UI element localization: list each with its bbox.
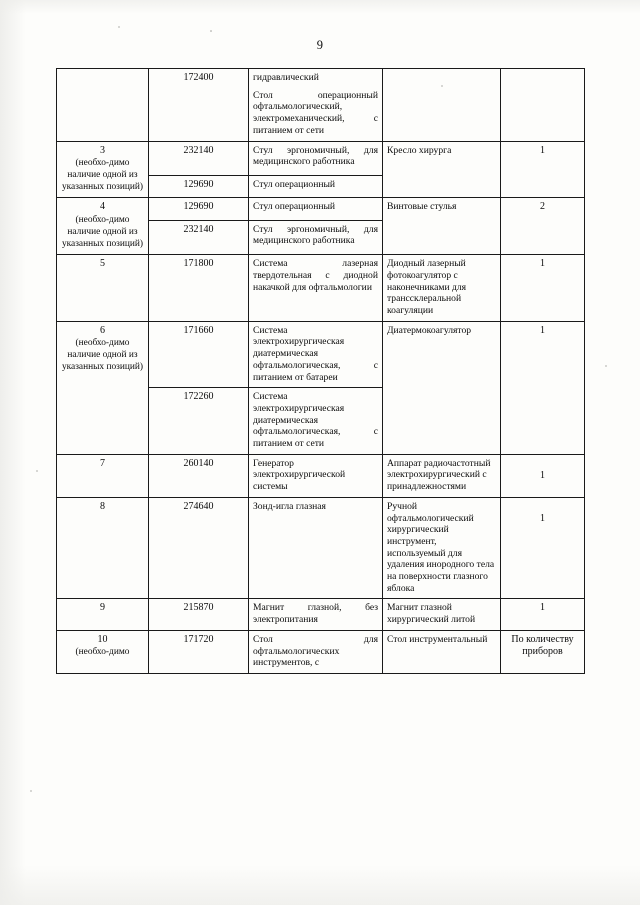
code-cell: 171720 <box>149 630 249 673</box>
kind-cell: Ручной офтальмологический хирургический инструмент, используемый для удаления инородного тела на поверхности глазного яблока <box>383 497 501 599</box>
code-cell: 171660 <box>149 321 249 388</box>
row-note: (необхо-димо наличие одной из указанных позиций) <box>61 157 144 193</box>
scan-edge-shadow-top <box>0 0 640 14</box>
code-cell: 274640 <box>149 497 249 599</box>
table-row <box>57 497 585 599</box>
table <box>56 68 585 674</box>
row-number-cell <box>57 141 149 198</box>
name-cell: Генератор электрохирургической системы <box>249 454 383 497</box>
name-cell: Система электрохирургическая диатермическая офтальмологическая, с питанием от батареи <box>249 321 383 388</box>
code-cell: 232140 <box>149 141 249 176</box>
qty-cell: 1 <box>501 599 585 630</box>
kind-cell <box>383 69 501 142</box>
qty-cell <box>501 454 585 497</box>
code-cell: 172400 <box>149 69 249 142</box>
row-number-cell <box>57 255 149 322</box>
name-cell: Стул эргономичный, для медицинского работника <box>249 141 383 176</box>
page-number: 9 <box>316 38 324 52</box>
equipment-table <box>56 68 584 674</box>
row-index: 10 <box>97 633 108 645</box>
scan-speck <box>210 30 212 32</box>
row-number-cell <box>57 497 149 599</box>
row-number-cell <box>57 69 149 142</box>
qty-cell <box>501 69 585 142</box>
row-index: 8 <box>100 500 105 512</box>
kind-cell: Стол инструментальный <box>383 630 501 673</box>
table-row <box>57 630 585 673</box>
row-note: (необхо-димо <box>75 647 130 658</box>
row-index: 9 <box>100 602 105 614</box>
scan-speck <box>36 470 38 472</box>
scan-edge-shadow-left <box>0 0 26 905</box>
code-cell: 260140 <box>149 454 249 497</box>
name-cell: Система лазерная твердотельная с диодной накачкой для офтальмологии <box>249 255 383 322</box>
code-cell: 232140 <box>149 220 249 255</box>
scan-speck <box>605 365 607 367</box>
kind-cell: Магнит глазной хирургический литой <box>383 599 501 630</box>
row-number-cell <box>57 630 149 673</box>
row-number-cell <box>57 599 149 630</box>
name-cell: Стол для офтальмологических инструментов, с <box>249 630 383 673</box>
table-row <box>57 321 585 388</box>
table-row <box>57 454 585 497</box>
qty-value: 1 <box>540 512 545 524</box>
code-cell: 129690 <box>149 198 249 220</box>
code-cell: 171800 <box>149 255 249 322</box>
name-continuation: гидравлический <box>253 72 319 83</box>
code-cell: 129690 <box>149 176 249 198</box>
table-row <box>57 198 585 220</box>
qty-cell <box>501 497 585 599</box>
name-cell: Зонд-игла глазная <box>249 497 383 599</box>
row-index: 4 <box>100 201 105 213</box>
name-cell: Стул операционный <box>249 176 383 198</box>
row-note: (необхо-димо наличие одной из указанных позиций) <box>61 214 144 249</box>
code-cell: 215870 <box>149 599 249 630</box>
code-cell: 172260 <box>149 388 249 455</box>
row-number-cell <box>57 198 149 255</box>
row-note: (необхо-димо наличие одной из указанных позиций) <box>61 337 144 373</box>
kind-cell: Диодный лазерный фотокоагулятор с наконечниками для транссклеральной коагуляции <box>383 255 501 322</box>
qty-value: 1 <box>540 469 545 481</box>
scan-edge-shadow-bottom <box>0 865 640 905</box>
row-index: 3 <box>100 144 105 156</box>
row-number-cell <box>57 454 149 497</box>
qty-cell: По количеству приборов <box>501 630 585 673</box>
qty-cell: 1 <box>501 141 585 198</box>
qty-cell: 1 <box>501 255 585 322</box>
name-cell: Стул операционный <box>249 198 383 220</box>
scan-speck <box>30 790 32 792</box>
qty-cell: 1 <box>501 321 585 454</box>
row-index: 6 <box>100 324 105 336</box>
row-number-cell <box>57 321 149 454</box>
kind-cell: Кресло хирурга <box>383 141 501 198</box>
table-row <box>57 141 585 176</box>
row-index: 5 <box>100 258 105 270</box>
name-cell: Магнит глазной, без электропитания <box>249 599 383 630</box>
table-row <box>57 255 585 322</box>
name-text: Стол операционный офтальмологический, электромеханический, с питанием от сети <box>253 89 378 136</box>
name-cell: Система электрохирургическая диатермическая офтальмологическая, с питанием от сети <box>249 388 383 455</box>
name-cell <box>249 69 383 142</box>
table-row <box>57 599 585 630</box>
kind-cell: Аппарат радиочастотный электрохирургический с принадлежностями <box>383 454 501 497</box>
qty-cell: 2 <box>501 198 585 255</box>
kind-cell: Винтовые стулья <box>383 198 501 255</box>
table-row <box>57 69 585 142</box>
kind-cell: Диатермокоагулятор <box>383 321 501 454</box>
name-cell: Стул эргономичный, для медицинского работника <box>249 220 383 255</box>
row-index: 7 <box>100 457 105 469</box>
scan-speck <box>118 26 120 28</box>
